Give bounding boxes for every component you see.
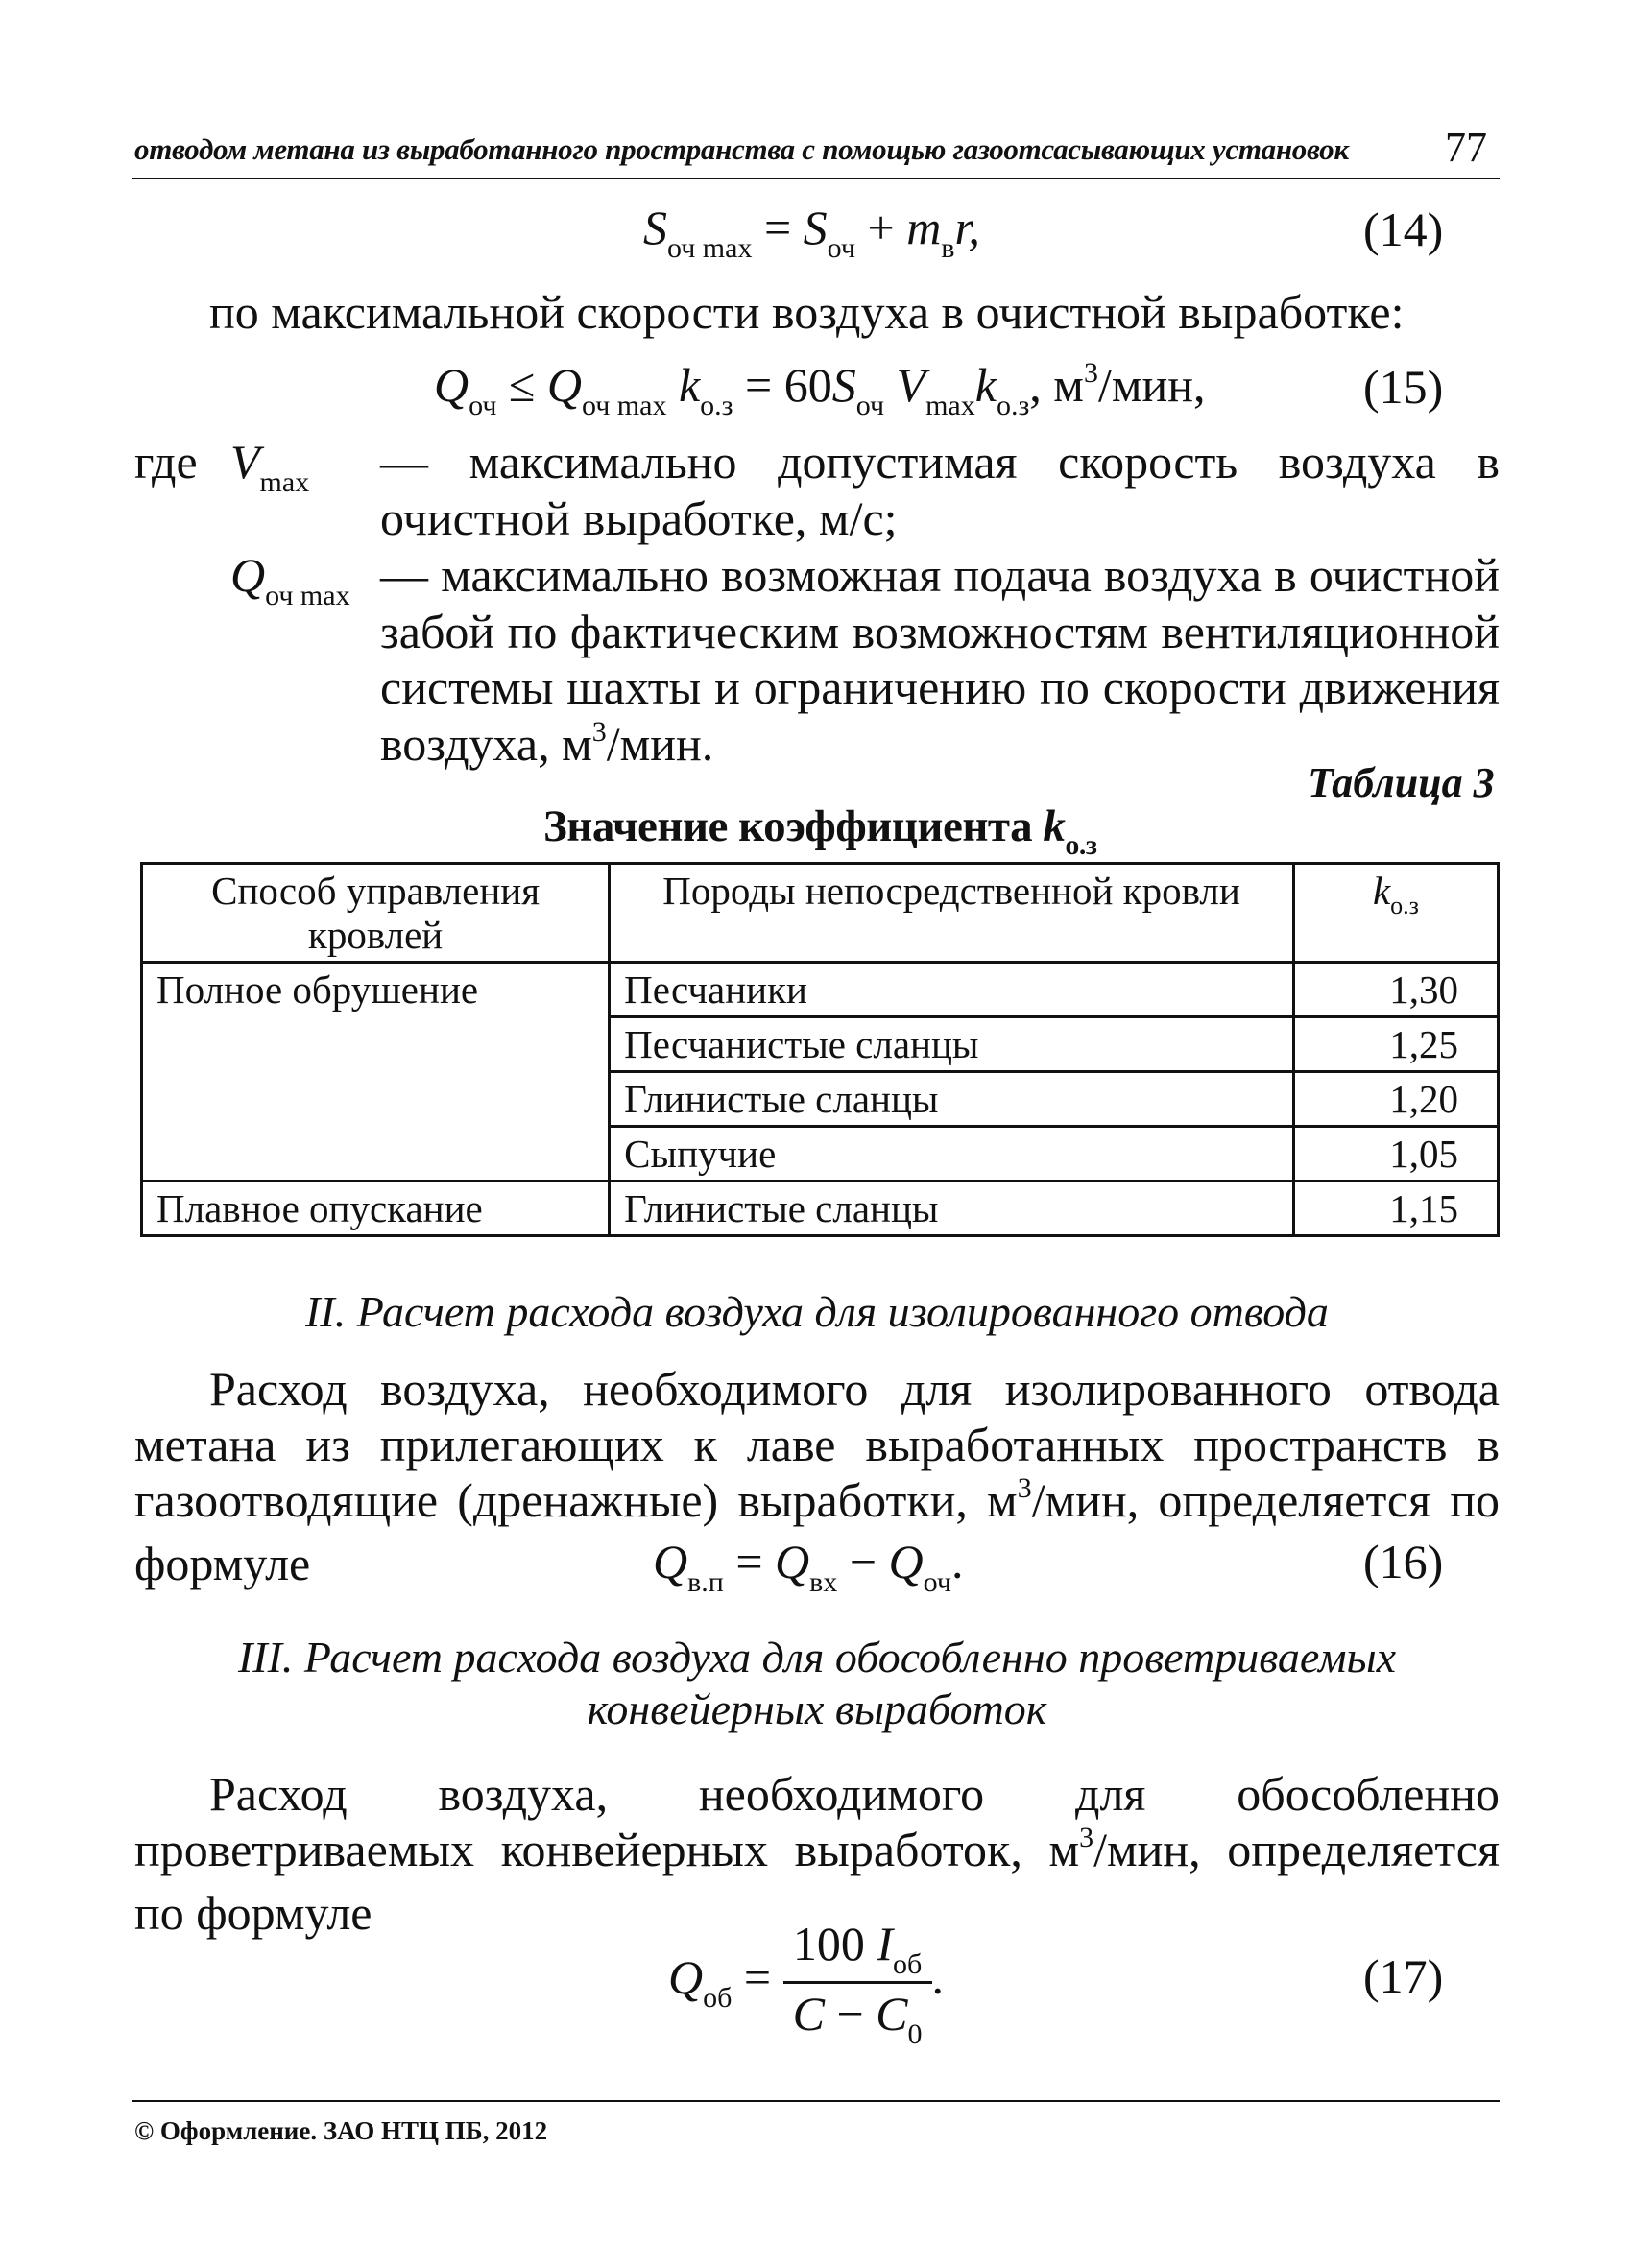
cell-rock: Сыпучие [610,1127,1294,1182]
equation-14-number: (14) [1363,203,1444,256]
section-2-text: Расход воздуха, необходимого для изолированного отвода метана из прилегающих к лаве выработанных пространств в газоотводящие (дренажные) выработки, м [134,1362,1500,1527]
eq16-qvx: Q [775,1535,810,1588]
table-row [142,963,1499,1017]
eq15-v-sub: max [925,390,975,421]
eq17-den-minus: − [824,1987,877,2041]
eq16-equals: = [723,1535,776,1588]
equation-15 [434,357,1206,420]
cell-value: 1,20 [1293,1072,1498,1127]
table-header-row [142,864,1499,963]
eq15-v: V [884,358,926,412]
header-rocks: Породы непосредственной кровли [610,864,1294,963]
eq17-period: . [931,1949,944,2004]
eq15-k: k [666,358,701,412]
equation-15-number: (15) [1363,360,1444,414]
eq15-equals: = 60 [733,358,832,412]
eq17-lhs-sub: об [703,1981,733,2014]
cell-rock: Глинистые сланцы [610,1182,1294,1236]
eq15-k-sub: о.з [700,390,733,421]
section-3-sup: 3 [1079,1822,1094,1853]
equation-14 [643,200,980,263]
table-title-text: Значение коэффициента [543,801,1044,851]
eq15-qmax-sub: оч max [581,390,667,421]
eq15-k2-sub: о.з [996,390,1030,421]
running-header-title: отводом метана из выработанного пространства с помощью газоотсасывающих установок [134,132,1349,166]
eq16-minus: − [837,1535,889,1588]
eq16-period: . [950,1535,964,1588]
eq16-qvx-sub: вх [809,1566,838,1598]
eq17-lhs: Q [668,1949,704,2004]
eq17-fraction [783,1914,932,2051]
eq15-q: Q [434,358,469,412]
coefficient-table [140,862,1500,1237]
equation-16 [653,1534,963,1597]
eq16-qvp-sub: в.п [687,1566,724,1598]
eq15-unit-sup: 3 [1083,357,1098,389]
eq15-k2: k [974,358,997,412]
def-q-sym: Q [230,548,266,602]
eq16-qvp: Q [653,1535,688,1588]
eq16-qoch: Q [888,1535,924,1588]
section-3-title: III. Расчет расхода воздуха для обособленно проветриваемых конвейерных выработок [237,1633,1397,1733]
def-q-symbol [230,547,350,610]
header-rule [132,178,1500,179]
eq14-term3: r, [954,201,980,254]
def-q-sub: оч max [265,580,350,611]
eq17-equals: = [732,1949,783,2004]
footer-copyright: © Оформление. ЗАО НТЦ ПБ, 2012 [134,2116,548,2145]
def-v-sym: V [230,435,260,489]
cell-value: 1,05 [1293,1127,1498,1182]
header-method: Способ управления кровлей [142,864,610,963]
eq17-den-c: C [792,1987,825,2041]
def-q-text [380,547,1500,779]
header-coef-sub: о.з [1390,892,1419,919]
eq17-den-c0-sub: 0 [907,2018,923,2050]
table-row [142,1182,1499,1236]
eq14-term1: S [803,201,828,254]
cell-value: 1,15 [1293,1182,1498,1236]
def-v-sub: max [259,466,310,498]
eq17-numerator [783,1914,932,1984]
section-2-text-end: /мин, определяется по формуле [134,1473,1500,1590]
def-v-text: — максимально допустимая скорость воздуха в очистной выработке, м/с; [380,435,1500,545]
cell-rock: Глинистые сланцы [610,1072,1294,1127]
cell-method: Плавное опускание [142,1182,610,1236]
eq15-unit: , м [1029,358,1084,412]
cell-rock: Песчаники [610,963,1294,1017]
eq15-q-sub: оч [469,390,497,421]
def-q-text-end: /мин. [606,716,714,771]
section-3-text: Расход воздуха, необходимого для обособленно проветриваемых конвейерных выработок, м [134,1767,1500,1876]
section-3-text-end: /мин, определяется по формуле [134,1823,1500,1940]
def-q-text-sup: 3 [591,715,607,748]
eq14-plus: + [854,201,907,254]
equation-17-number: (17) [1363,1949,1444,2003]
table-title [543,800,1097,861]
eq14-term2-sub: в [941,232,955,264]
eq14-lhs: S [643,201,667,254]
eq14-term2: m [906,201,942,254]
eq17-denominator [783,1984,932,2051]
text-max-speed: по максимальной скорости воздуха в очистной выработке: [209,285,1405,339]
cell-value: 1,25 [1293,1017,1498,1072]
cell-method: Полное обрушение [142,963,610,1182]
eq14-lhs-sub: оч max [667,232,753,264]
def-q-text-main: — максимально возможная подача воздуха в очистной забой по фактическим возможностям вентиляционной системы шахты и ограничению по скорости движения воздуха, м [380,548,1500,771]
eq14-equals: = [752,201,804,254]
eq17-den-c0: C [876,1987,908,2041]
table-label: Таблица 3 [1308,759,1495,806]
eq16-qoch-sub: оч [923,1566,951,1598]
cell-rock: Песчанистые сланцы [610,1017,1294,1072]
section-2-sup: 3 [1017,1472,1032,1504]
table-title-sub: о.з [1065,829,1097,861]
page-number: 77 [1445,124,1487,171]
eq14-term1-sub: оч [827,232,855,264]
equation-16-number: (16) [1363,1535,1444,1588]
cell-value: 1,30 [1293,963,1498,1017]
eq15-le: ≤ [496,358,547,412]
eq15-qmax: Q [546,358,582,412]
eq17-num-sym: I [877,1917,893,1970]
header-coef [1293,864,1498,963]
section-2-title: II. Расчет расхода воздуха для изолированного отвода [305,1287,1329,1336]
eq15-unit-post: /мин, [1097,358,1206,412]
where-label: где [134,435,198,489]
eq17-num-coef: 100 [792,1917,877,1970]
table-title-symbol: k [1043,801,1066,851]
eq17-num-sub: об [892,1948,923,1980]
eq15-s: S [831,358,856,412]
def-v-symbol [230,434,309,497]
eq15-s-sub: оч [855,390,885,421]
header-coef-sym: k [1372,869,1391,913]
equation-17 [668,1914,944,2051]
footer-rule [132,2100,1500,2102]
